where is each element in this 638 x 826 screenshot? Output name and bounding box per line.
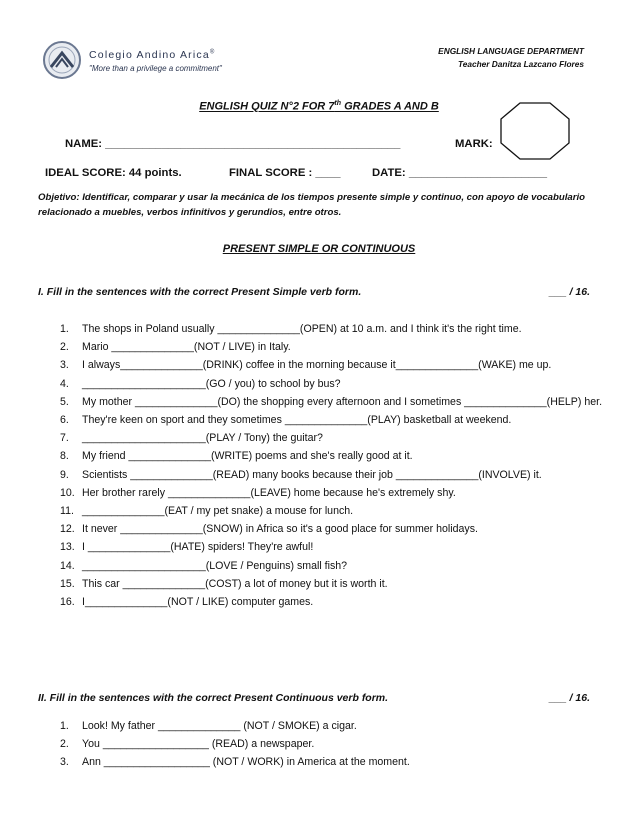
question-item[interactable] [60, 520, 610, 538]
question-number: 15. [60, 577, 75, 590]
question-number: 3. [60, 359, 69, 372]
question-number: 4. [60, 377, 69, 390]
question-number: 1. [60, 323, 69, 335]
question-number: 1. [60, 720, 69, 732]
part2-list [60, 717, 610, 772]
question-item[interactable] [60, 338, 610, 356]
question-text: Ann __________________ (NOT / WORK) in America at the moment. [82, 756, 410, 769]
question-number: 11. [60, 505, 74, 518]
final-score-field[interactable]: FINAL SCORE : ____ [229, 167, 341, 179]
question-item[interactable] [60, 447, 610, 465]
question-item[interactable] [60, 575, 610, 593]
question-text: They're keen on sport and they sometimes ______________(PLAY) basketball at weekend. [82, 414, 512, 427]
name-field[interactable]: NAME: _______________________________________________ [65, 138, 401, 150]
question-item[interactable] [60, 466, 610, 484]
question-number: 3. [60, 756, 69, 769]
question-item[interactable] [60, 717, 610, 735]
part1-list [60, 320, 610, 611]
school-emblem-icon [42, 40, 82, 80]
question-number: 13. [60, 541, 75, 554]
question-text: My mother ______________(DO) the shopping every afternoon and I sometimes ______________(HELP) her. [82, 395, 603, 408]
objective-text: Objetivo: Identificar, comparar y usar la mecánica de los tiempos presente simple y continuo, con apoyo de vocabulario relacionado a muebles, verbos infinitivos y gerundios, entre otros. [38, 192, 586, 218]
question-number: 10. [60, 486, 75, 499]
question-text: I always______________(DRINK) coffee in the morning because it______________(WAKE) me up. [82, 359, 552, 372]
question-number: 7. [60, 432, 69, 445]
school-motto: "More than a privilege a commitment" [89, 64, 222, 73]
question-text: I______________(NOT / LIKE) computer games. [82, 596, 314, 609]
question-number: 14. [60, 559, 75, 572]
question-number: 5. [60, 395, 69, 408]
question-number: 9. [60, 468, 69, 481]
school-name: Colegio Andino Arica® [89, 49, 216, 61]
part2-score[interactable]: ___ / 16. [549, 692, 590, 704]
question-item[interactable] [60, 538, 610, 556]
question-item[interactable] [60, 429, 610, 447]
question-number: 8. [60, 450, 69, 463]
question-item[interactable] [60, 411, 610, 429]
question-text: The shops in Poland usually ______________(OPEN) at 10 a.m. and I think it's the right time. [82, 323, 522, 335]
question-number: 16. [60, 596, 75, 609]
question-item[interactable] [60, 735, 610, 753]
school-logo [42, 40, 242, 90]
question-number: 6. [60, 414, 69, 427]
question-text: My friend ______________(WRITE) poems and she's really good at it. [82, 450, 413, 463]
question-text: ______________(EAT / my pet snake) a mouse for lunch. [82, 505, 354, 518]
teacher-name: Teacher Danitza Lazcano Flores [457, 59, 584, 69]
part1-heading: I. Fill in the sentences with the correct Present Simple verb form. ___ / 16. [38, 286, 590, 298]
question-text: You __________________ (READ) a newspaper. [82, 738, 315, 751]
question-text: I ______________(HATE) spiders! They're awful! [82, 541, 314, 554]
question-text: It never ______________(SNOW) in Africa so it's a good place for summer holidays. [82, 523, 478, 536]
question-number: 2. [60, 341, 69, 354]
question-item[interactable] [60, 753, 610, 771]
question-item[interactable] [60, 557, 610, 575]
question-text: This car ______________(COST) a lot of money but it is worth it. [82, 577, 388, 590]
question-item[interactable] [60, 375, 610, 393]
question-item[interactable] [60, 502, 610, 520]
department-name: ENGLISH LANGUAGE DEPARTMENT [438, 46, 584, 56]
question-item[interactable] [60, 320, 610, 338]
question-item[interactable] [60, 356, 610, 374]
question-text: Her brother rarely ______________(LEAVE) home because he's extremely shy. [82, 486, 456, 499]
question-text: _____________________(PLAY / Tony) the guitar? [82, 432, 323, 445]
question-number: 12. [60, 523, 75, 536]
question-item[interactable] [60, 393, 610, 411]
department-header [438, 45, 584, 71]
question-text: _____________________(LOVE / Penguins) small fish? [82, 559, 348, 572]
part1-score[interactable]: ___ / 16. [549, 286, 590, 298]
ideal-score: IDEAL SCORE: 44 points. [45, 167, 182, 179]
question-text: Look! My father ______________ (NOT / SMOKE) a cigar. [82, 720, 357, 732]
question-text: Mario ______________(NOT / LIVE) in Italy. [82, 341, 291, 354]
quiz-title: ENGLISH QUIZ N°2 FOR 7th GRADES A AND B [199, 100, 439, 113]
question-item[interactable] [60, 484, 610, 502]
date-field[interactable]: DATE: ______________________ [372, 167, 548, 179]
question-text: _____________________(GO / you) to school by bus? [82, 377, 341, 390]
question-item[interactable] [60, 593, 610, 611]
mark-label: MARK: [455, 138, 493, 150]
question-number: 2. [60, 738, 69, 751]
section-title: PRESENT SIMPLE OR CONTINUOUS [222, 243, 416, 255]
part2-heading: II. Fill in the sentences with the correct Present Continuous verb form. ___ / 16. [38, 692, 590, 704]
mark-box [500, 102, 570, 160]
question-text: Scientists ______________(READ) many books because their job ______________(INVOLVE) it. [82, 468, 542, 481]
